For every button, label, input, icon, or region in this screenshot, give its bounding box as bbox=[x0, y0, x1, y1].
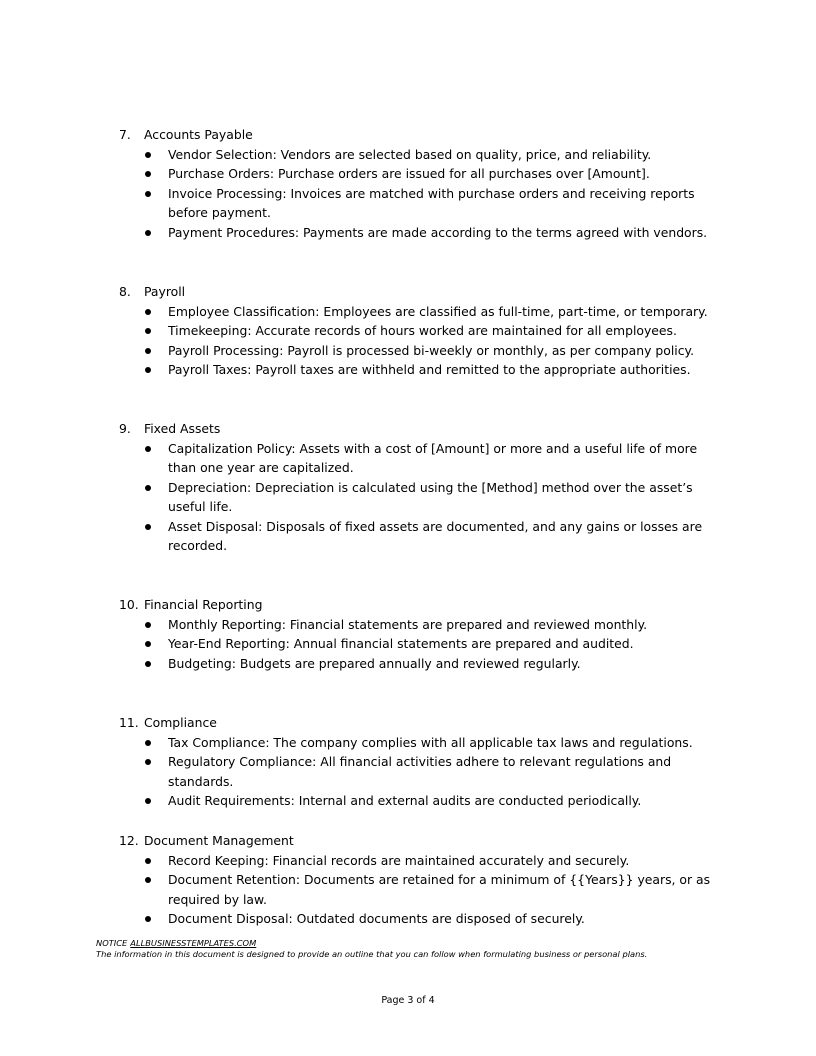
bullet-icon bbox=[145, 524, 151, 530]
notice-block bbox=[96, 938, 647, 960]
bullet-icon bbox=[145, 858, 151, 864]
bullet-icon bbox=[145, 348, 151, 354]
list-item: Payment Procedures: Payments are made according to the terms agreed with vendors. bbox=[119, 223, 713, 243]
bullet-icon bbox=[145, 877, 151, 883]
section-heading bbox=[119, 282, 719, 302]
bullet-icon bbox=[145, 622, 151, 628]
bullet-icon bbox=[145, 328, 151, 334]
section-payroll bbox=[119, 282, 719, 380]
section-heading bbox=[119, 419, 719, 439]
list-item: Depreciation: Depreciation is calculated using the [Method] method over the asset’s useful life. bbox=[119, 478, 713, 517]
bullet-icon bbox=[145, 309, 151, 315]
section-title: Fixed Assets bbox=[144, 421, 221, 436]
bullet-icon bbox=[145, 485, 151, 491]
section-title: Payroll bbox=[144, 284, 186, 299]
bullet-icon bbox=[145, 759, 151, 765]
section-heading bbox=[119, 125, 719, 145]
bullet-icon bbox=[145, 740, 151, 746]
list-item: Purchase Orders: Purchase orders are issued for all purchases over [Amount]. bbox=[119, 164, 713, 184]
list-item: Invoice Processing: Invoices are matched with purchase orders and receiving reports before payment. bbox=[119, 184, 713, 223]
notice-link[interactable]: ALLBUSINESSTEMPLATES.COM bbox=[130, 938, 257, 948]
bullet-icon bbox=[145, 661, 151, 667]
section-heading bbox=[119, 713, 719, 733]
list-item: Document Disposal: Outdated documents are disposed of securely. bbox=[119, 909, 713, 929]
page-number: Page 3 of 4 bbox=[381, 995, 435, 1006]
bullet-icon bbox=[145, 798, 151, 804]
section-heading bbox=[119, 595, 719, 615]
list-item: Budgeting: Budgets are prepared annually and reviewed regularly. bbox=[119, 654, 713, 674]
section-heading bbox=[119, 831, 719, 851]
bullet-icon bbox=[145, 171, 151, 177]
list-item: Payroll Taxes: Payroll taxes are withheld and remitted to the appropriate authorities. bbox=[119, 360, 713, 380]
list-item: Payroll Processing: Payroll is processed bi-weekly or monthly, as per company policy. bbox=[119, 341, 713, 361]
section-title: Financial Reporting bbox=[144, 597, 263, 612]
notice-text: The information in this document is designed to provide an outline that you can follow when formulating business or personal plans. bbox=[96, 949, 648, 959]
list-item: Year-End Reporting: Annual financial statements are prepared and audited. bbox=[119, 634, 713, 654]
list-item: Tax Compliance: The company complies with all applicable tax laws and regulations. bbox=[119, 733, 713, 753]
list-item: Employee Classification: Employees are classified as full-time, part-time, or temporary. bbox=[119, 302, 713, 322]
section-number: 9. bbox=[119, 421, 131, 436]
section-number: 11. bbox=[119, 715, 139, 730]
bullet-icon bbox=[145, 446, 151, 452]
list-item: Audit Requirements: Internal and external audits are conducted periodically. bbox=[119, 791, 713, 811]
section-number: 12. bbox=[119, 833, 139, 848]
bullet-icon bbox=[145, 230, 151, 236]
section-fixed-assets bbox=[119, 419, 719, 556]
bullet-icon bbox=[145, 152, 151, 158]
section-number: 7. bbox=[119, 127, 131, 142]
bullet-icon bbox=[145, 641, 151, 647]
section-number: 10. bbox=[119, 597, 139, 612]
section-title: Compliance bbox=[144, 715, 217, 730]
section-accounts-payable bbox=[119, 125, 719, 242]
list-item: Capitalization Policy: Assets with a cost of [Amount] or more and a useful life of more than one year are capitalized. bbox=[119, 439, 713, 478]
section-title: Document Management bbox=[144, 833, 294, 848]
section-compliance bbox=[119, 713, 719, 811]
list-item: Regulatory Compliance: All financial activities adhere to relevant regulations and standards. bbox=[119, 752, 713, 791]
notice-label: NOTICE bbox=[96, 938, 128, 948]
bullet-icon bbox=[145, 916, 151, 922]
list-item: Document Retention: Documents are retained for a minimum of {{Years}} years, or as required by law. bbox=[119, 870, 713, 909]
bullet-icon bbox=[145, 367, 151, 373]
bullet-icon bbox=[145, 191, 151, 197]
section-title: Accounts Payable bbox=[144, 127, 253, 142]
list-item: Vendor Selection: Vendors are selected based on quality, price, and reliability. bbox=[119, 145, 713, 165]
section-document-management bbox=[119, 831, 719, 929]
section-financial-reporting bbox=[119, 595, 719, 673]
list-item: Asset Disposal: Disposals of fixed assets are documented, and any gains or losses are recorded. bbox=[119, 517, 713, 556]
list-item: Timekeeping: Accurate records of hours worked are maintained for all employees. bbox=[119, 321, 713, 341]
list-item: Monthly Reporting: Financial statements are prepared and reviewed monthly. bbox=[119, 615, 713, 635]
list-item: Record Keeping: Financial records are maintained accurately and securely. bbox=[119, 851, 713, 871]
section-number: 8. bbox=[119, 284, 131, 299]
